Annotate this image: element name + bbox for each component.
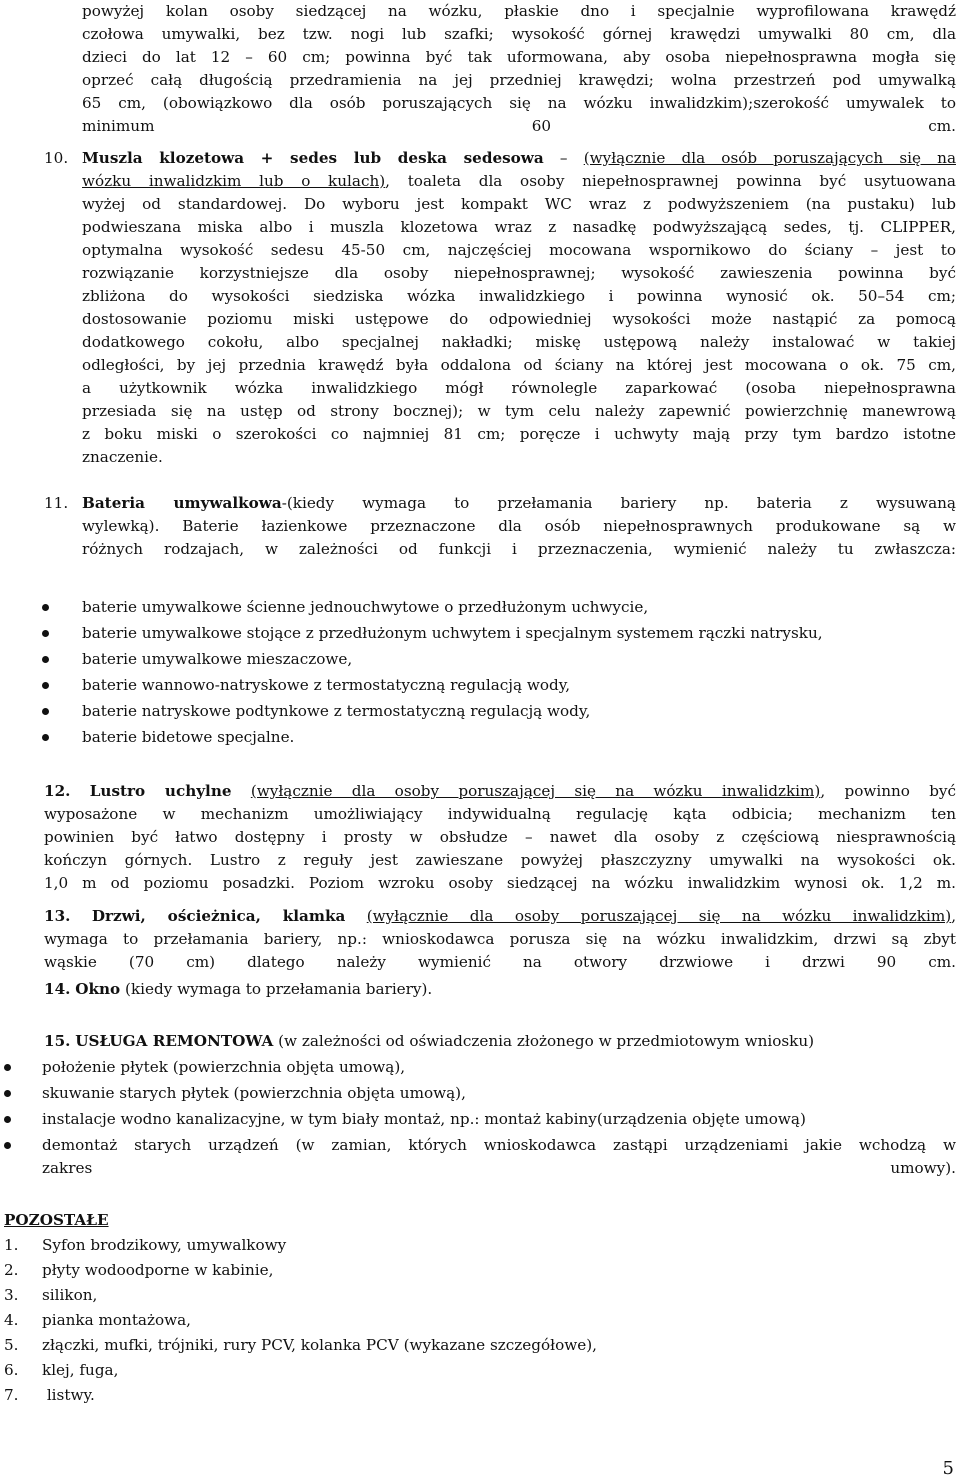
- list-item: Syfon brodzikowy, umywalkowy: [42, 1236, 287, 1254]
- text-line: 1,0 m od poziomu posadzki. Poziom wzroku osoby siedzącej na wózku inwalidzkim wynosi ok. 1,2 m.: [44, 874, 956, 892]
- list-item: instalacje wodno kanalizacyjne, w tym biały montaż, np.: montaż kabiny(urządzenia objęte umową): [42, 1110, 806, 1128]
- list-item: skuwanie starych płytek (powierzchnia objęta umową),: [42, 1084, 466, 1102]
- list-item: baterie wannowo-natryskowe z termostatyczną regulacją wody,: [82, 676, 571, 694]
- text-line: wymaga to przełamania bariery, np.: wnioskodawca porusza się na wózku inwalidzkim, drzwi są zbyt: [44, 930, 956, 948]
- item10-number: 10.: [44, 149, 69, 167]
- item12-heading-line: [44, 780, 956, 803]
- item10-title: Muszla klozetowa + sedes lub deska sedesowa: [82, 149, 544, 167]
- item13-note: (wyłącznie dla osoby poruszającej się na wózku inwalidzkim): [366, 907, 952, 925]
- bullet-icon: [42, 734, 49, 741]
- item12-paragraph: [44, 780, 956, 895]
- list-item: baterie umywalkowe stojące z przedłużonym uchwytem i specjalnym systemem rączki natrysku,: [82, 624, 823, 642]
- item10-line2-rest: , toaleta dla osoby niepełnosprawnej powinna być usytuowana: [385, 172, 956, 190]
- list-item: silikon,: [42, 1286, 98, 1304]
- item11-paragraph: [82, 492, 956, 561]
- bullet-icon: [42, 604, 49, 611]
- list-item: płyty wodoodporne w kabinie,: [42, 1261, 274, 1279]
- item14-line: [44, 978, 956, 1001]
- item13-paragraph: [44, 905, 956, 974]
- text-line: różnych rodzajach, w zależności od funkcji i przeznaczenia, wymienić należy tu zwłaszcza:: [82, 540, 956, 558]
- item13-heading-line: [44, 905, 956, 928]
- list-item: złączki, mufki, trójniki, rury PCV, kolanka PCV (wykazane szczegółowe),: [42, 1336, 597, 1354]
- text-line: wyposażone w mechanizm umożliwiający indywidualną regulację kąta odbicia; mechanizm ten: [44, 805, 956, 823]
- item12-note: (wyłącznie dla osoby poruszającej się na wózku inwalidzkim): [250, 782, 821, 800]
- list-item: listwy.: [42, 1386, 95, 1404]
- bullet-icon: [42, 630, 49, 637]
- list-item: baterie umywalkowe ścienne jednouchwytowe o przedłużonym uchwycie,: [82, 598, 649, 616]
- list-number: 4.: [4, 1311, 19, 1329]
- list-item: [42, 1134, 956, 1180]
- text-line: powinien być łatwo dostępny i prosty w obsłudze – nawet dla osoby z częściową niesprawnością: [44, 828, 956, 846]
- text-line: optymalna wysokość sedesu 45-50 cm, najczęściej mocowana wspornikowo do ściany – jest to: [82, 241, 956, 259]
- text-line: odległości, by jej przednia krawędź była oddalona od ściany na której jest mocowana o ok. 75 cm,: [82, 356, 956, 374]
- text-line: dodatkowego cokołu, albo specjalnej nakładki; miskę ustępową należy instalować w takiej: [82, 333, 956, 351]
- list-item: baterie natryskowe podtynkowe z termostatyczną regulacją wody,: [82, 702, 591, 720]
- text-line: a użytkownik wózka inwalidzkiego mógł równolegle zaparkować (osoba niepełnosprawna: [82, 379, 956, 397]
- text-line: kończyn górnych. Lustro z reguły jest zawieszane powyżej płaszczyzny umywalki na wysokości ok.: [44, 851, 956, 869]
- list-number: 7.: [4, 1386, 19, 1404]
- item11-heading-line: [82, 492, 956, 515]
- bullet-icon: [4, 1116, 11, 1123]
- item15-number: 15.: [44, 1032, 71, 1050]
- text-line: demontaż starych urządzeń (w zamian, których wnioskodawca zastąpi urządzeniami jakie wchodzą w: [42, 1136, 956, 1154]
- bullet-icon: [4, 1064, 11, 1071]
- list-item: klej, fuga,: [42, 1361, 119, 1379]
- text-line: dostosowanie poziomu miski ustępowe do odpowiedniej wysokości może nastąpić za pomocą: [82, 310, 956, 328]
- text-line: powyżej kolan osoby siedzącej na wózku, płaskie dno i specjalnie wyprofilowana krawędź: [82, 2, 956, 20]
- item13-title: Drzwi, ościeżnica, klamka: [91, 907, 346, 925]
- item11-title: Bateria umywalkowa: [82, 494, 282, 512]
- text-line: wąskie (70 cm) dlatego należy wymienić na otwory drzwiowe i drzwi 90 cm.: [44, 953, 956, 971]
- text-line: 65 cm, (obowiązkowo dla osób poruszających się na wózku inwalidzkim);szerokość umywalek to: [82, 94, 956, 112]
- list-number: 5.: [4, 1336, 19, 1354]
- text-line: zakres umowy).: [42, 1159, 956, 1177]
- item15-rest: (w zależności od oświadczenia złożonego w przedmiotowym wniosku): [273, 1032, 815, 1050]
- item12-number: 12.: [44, 782, 71, 800]
- text-line: podwieszana miska albo i muszla klozetowa wraz z nasadkę podwyższającą sedes, tj. CLIPPER,: [82, 218, 956, 236]
- item12-title: Lustro uchylne: [89, 782, 232, 800]
- item12-line1-rest: , powinno być: [820, 782, 956, 800]
- item10-heading-line: [82, 147, 956, 170]
- item15-heading: [44, 1030, 956, 1053]
- bullet-icon: [42, 656, 49, 663]
- text-line: czołowa umywalki, bez tzw. nogi lub szafki; wysokość górnej krawędzi umywalki 80 cm, dla: [82, 25, 956, 43]
- list-number: 6.: [4, 1361, 19, 1379]
- item14-number: 14.: [44, 980, 71, 998]
- item10-note: (wyłącznie dla osób poruszających się na: [583, 149, 956, 167]
- bullet-icon: [4, 1142, 11, 1149]
- item15-line: [44, 1030, 956, 1053]
- bullet-icon: [4, 1090, 11, 1097]
- item10-dash: –: [559, 149, 568, 167]
- text-line: rozwiązanie korzystniejsze dla osoby niepełnosprawnej; wysokość zawieszenia powinna być: [82, 264, 956, 282]
- list-item: położenie płytek (powierzchnia objęta umową),: [42, 1058, 406, 1076]
- item14-paragraph: [44, 978, 956, 1001]
- text-line: [82, 170, 956, 193]
- item10-note-cont: wózku inwalidzkim lub o kulach): [82, 172, 386, 190]
- item11-line1-rest: -(kiedy wymaga to przełamania bariery np. bateria z wysuwaną: [281, 494, 956, 512]
- pozostale-heading: POZOSTAŁE: [4, 1211, 109, 1229]
- item14-title: Okno: [75, 980, 121, 998]
- list-item: baterie bidetowe specjalne.: [82, 728, 295, 746]
- text-line: wyżej od standardowej. Do wyboru jest kompakt WC wraz z podwyższeniem (na pustaku) lub: [82, 195, 956, 213]
- item13-number: 13.: [44, 907, 71, 925]
- page-number: 5: [942, 1458, 954, 1479]
- list-item: pianka montażowa,: [42, 1311, 192, 1329]
- item9-continuation: [82, 0, 956, 138]
- item13-line1-rest: ,: [951, 907, 956, 925]
- text-line: wylewką). Baterie łazienkowe przeznaczone dla osób niepełnosprawnych produkowane są w: [82, 517, 956, 535]
- item11-number: 11.: [44, 494, 69, 512]
- text-line: z boku miski o szerokości co najmniej 81 cm; poręcze i uchwyty mają przy tym bardzo istotne: [82, 425, 956, 443]
- text-line: dzieci do lat 12 – 60 cm; powinna być tak uformowana, aby osoba niepełnosprawna mogła się: [82, 48, 956, 66]
- text-line: minimum 60 cm.: [82, 117, 956, 135]
- text-line: przesiada się na ustęp od strony bocznej); w tym celu należy zapewnić powierzchnię manewrową: [82, 402, 956, 420]
- text-line: oprzeć całą długością przedramienia na jej przedniej krawędzi; wolna przestrzeń pod umywalką: [82, 71, 956, 89]
- bullet-icon: [42, 682, 49, 689]
- list-item: baterie umywalkowe mieszaczowe,: [82, 650, 353, 668]
- list-number: 1.: [4, 1236, 19, 1254]
- text-line: znaczenie.: [82, 448, 163, 466]
- text-line: zbliżona do wysokości siedziska wózka inwalidzkiego i powinna wynosić ok. 50–54 cm;: [82, 287, 956, 305]
- list-number: 3.: [4, 1286, 19, 1304]
- item10-paragraph: [82, 147, 956, 469]
- item14-rest: (kiedy wymaga to przełamania bariery).: [120, 980, 433, 998]
- bullet-icon: [42, 708, 49, 715]
- item15-title: USŁUGA REMONTOWA: [75, 1032, 274, 1050]
- list-number: 2.: [4, 1261, 19, 1279]
